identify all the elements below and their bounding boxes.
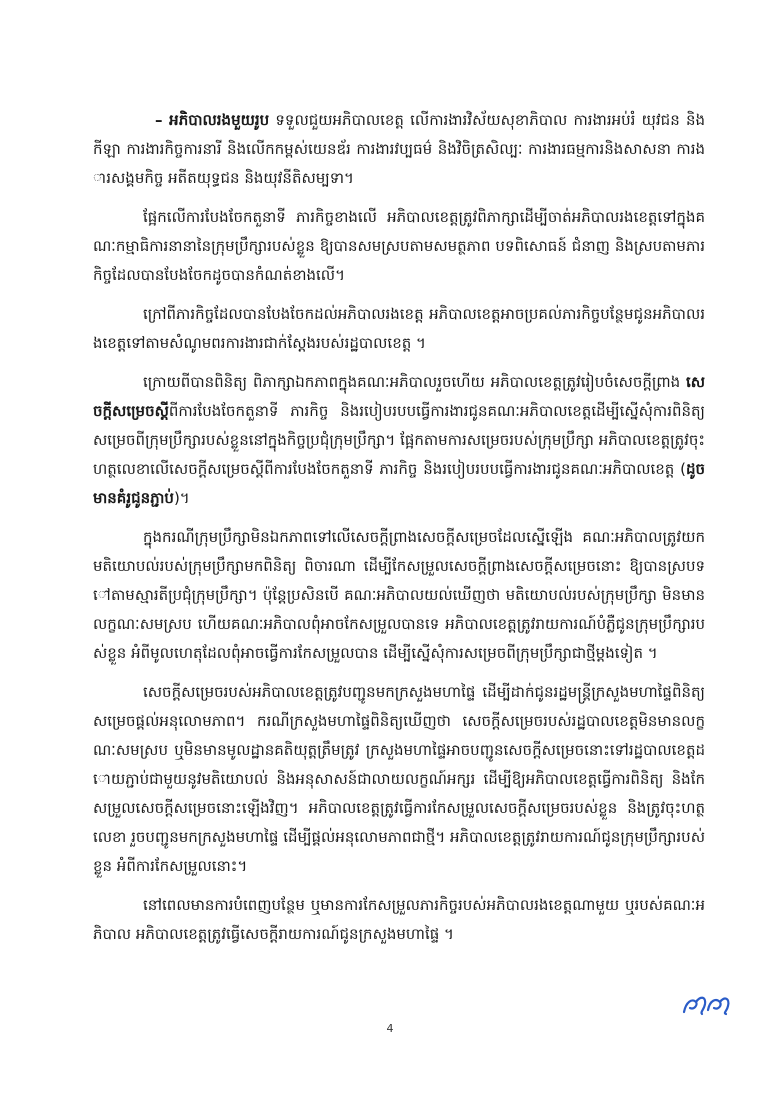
- paragraph-text: សេចក្តីសម្រេចរបស់អភិបាលខេត្តត្រូវបញ្ជូនមកក្រសួងមហាផ្ទៃ ដើម្បីដាក់ជូនរដ្ឋមន្ត្រីក្រសួងមហាផ្ទៃពិនិត្យ សម្រេចផ្តល់អនុលោមភាព។ ករណីក្រសួងមហាផ្ទៃពិនិត្យឃើញថា សេចក្តីសម្រេចរបស់រដ្ឋបាលខេត្តមិនមានលក្ខណៈសមស្រប ឬមិនមានមូលដ្ឋានគតិយុត្តត្រឹមត្រូវ ក្រសួងមហាផ្ទៃអាចបញ្ជូនសេចក្តីសម្រេចនោះទៅរដ្ឋបាលខេត្តដោយភ្ជាប់ជាមួយនូវមតិយោបល់ និងអនុសាសន៍ជាលាយលក្ខណ៍អក្សរ ដើម្បីឱ្យអភិបាលខេត្តធ្វើការពិនិត្យ និងកែសម្រួលសេចក្តីសម្រេចនោះឡើងវិញ។ អភិបាលខេត្តត្រូវធ្វើការកែសម្រួលសេចក្តីសម្រេចរបស់ខ្លួន និងត្រូវចុះហត្ថលេខា រួចបញ្ជូនមកក្រសួងមហាផ្ទៃ ដើម្បីផ្តល់អនុលោមភាពជាថ្មី។ អភិបាលខេត្តត្រូវរាយការណ៍ជូនក្រុមប្រឹក្សារបស់ខ្លួន អំពីការកែសម្រួលនោះ។: [93, 683, 705, 875]
- paragraph-ministry-review: [93, 678, 705, 881]
- paragraph-bold-reference: ដូចមានគំរូជូនភ្ជាប់: [93, 460, 705, 507]
- document-body: [93, 106, 705, 959]
- paragraph-text: ទទួលជួយអភិបាលខេត្ត លើការងារវិស័យសុខាភិបាល ការងារអប់រំ យុវជន និងកីឡា ការងារកិច្ចការនារី និងលើកកម្ពស់យេនឌ័រ ការងារវប្បធម៌ និងវិចិត្រសិល្បៈ ការងារធម្មការនិងសាសនា ការងារសង្គមកិច្ច អតីតយុទ្ធជន និងយុវនីតិសម្បទា។: [93, 111, 705, 187]
- paragraph-bold-term: សេចក្តីសម្រេចស្តី: [93, 373, 705, 420]
- paragraph-report-changes: [93, 891, 705, 949]
- paragraph-text: ក្រោយពីបានពិនិត្យ ពិភាក្សាឯកភាពក្នុងគណៈអភិបាលរួចហើយ អភិបាលខេត្តត្រូវរៀបចំសេចក្តីព្រាង: [143, 373, 686, 391]
- paragraph-text: )។: [173, 489, 190, 507]
- page-number: 4: [386, 1022, 394, 1035]
- paragraph-council-disagreement: [93, 523, 705, 668]
- paragraph-text: ក្រៅពីភារកិច្ចដែលបានបែងចែកដល់អភិបាលរងខេត្ត អភិបាលខេត្តអាចប្រគល់ភារកិច្ចបន្ថែមជូនអភិបាលរងខេត្តទៅតាមសំណូមពរការងារជាក់ស្តែងរបស់រដ្ឋបាលខេត្ត ។: [93, 305, 705, 352]
- paragraph-text: ផ្អែកលើការបែងចែកតួនាទី ភារកិច្ចខាងលើ អភិបាលខេត្តត្រូវពិភាក្សាដើម្បីចាត់អភិបាលរងខេត្តទៅក្នុងគណៈកម្មាធិការនានានៃក្រុមប្រឹក្សារបស់ខ្លួន ឱ្យបានសមស្របតាមសមត្ថភាព បទពិសោធន៍ ជំនាញ និងស្របតាមភារកិច្ចដែលបានបែងចែកដូចបានកំណត់ខាងលើ។: [93, 208, 705, 284]
- handwritten-initials: [678, 988, 738, 1020]
- paragraph-deputy-governor: [93, 106, 705, 193]
- paragraph-text: ក្នុងករណីក្រុមប្រឹក្សាមិនឯកភាពទៅលើសេចក្តីព្រាងសេចក្តីសម្រេចដែលស្នើឡើង គណៈអភិបាលត្រូវយកមតិយោបល់របស់ក្រុមប្រឹក្សាមកពិនិត្យ ពិចារណា ដើម្បីកែសម្រួលសេចក្តីព្រាងសេចក្តីសម្រេចនោះ ឱ្យបានស្របទៅតាមស្មារតីប្រជុំក្រុមប្រឹក្សា។ ប៉ុន្តែប្រសិនបើ គណៈអភិបាលយល់ឃើញថា មតិយោបល់របស់ក្រុមប្រឹក្សា មិនមានលក្ខណៈសមស្រប ហើយគណៈអភិបាលពុំអាចកែសម្រួលបានទេ អភិបាលខេត្តត្រូវរាយការណ៍បំភ្លឺជូនក្រុមប្រឹក្សារបស់ខ្លួន អំពីមូលហេតុដែលពុំអាចធ្វើការកែសម្រួលបាន ដើម្បីស្នើសុំការសម្រេចពីក្រុមប្រឹក្សាជាថ្មីម្តងទៀត ។: [93, 528, 705, 662]
- paragraph-committee-assignment: [93, 203, 705, 290]
- paragraph-additional-duties: [93, 300, 705, 358]
- paragraph-text: នៅពេលមានការបំពេញបន្ថែម ឬមានការកែសម្រួលភារកិច្ចរបស់អភិបាលរងខេត្តណាមួយ ឬរបស់គណៈអភិបាល អភិបាលខេត្តត្រូវធ្វើសេចក្តីរាយការណ៍ជូនក្រសួងមហាផ្ទៃ ។: [93, 896, 705, 943]
- paragraph-draft-decision: [93, 368, 705, 513]
- paragraph-text: ពីការបែងចែកតួនាទី ភារកិច្ច និងរបៀបរបបធ្វើការងារជូនគណៈអភិបាលខេត្តដើម្បីស្នើសុំការពិនិត្យ សម្រេចពីក្រុមប្រឹក្សារបស់ខ្លួននៅក្នុងកិច្ចប្រជុំក្រុមប្រឹក្សា។ ផ្អែកតាមការសម្រេចរបស់ក្រុមប្រឹក្សា អភិបាលខេត្តត្រូវចុះហត្ថលេខាលើសេចក្តីសម្រេចស្តីពីការបែងចែកតួនាទី ភារកិច្ច និងរបៀបរបបធ្វើការងារជូនគណៈអភិបាលខេត្ត (: [93, 402, 705, 478]
- paragraph-lead: – អភិបាលរងមួយរូប: [155, 111, 270, 129]
